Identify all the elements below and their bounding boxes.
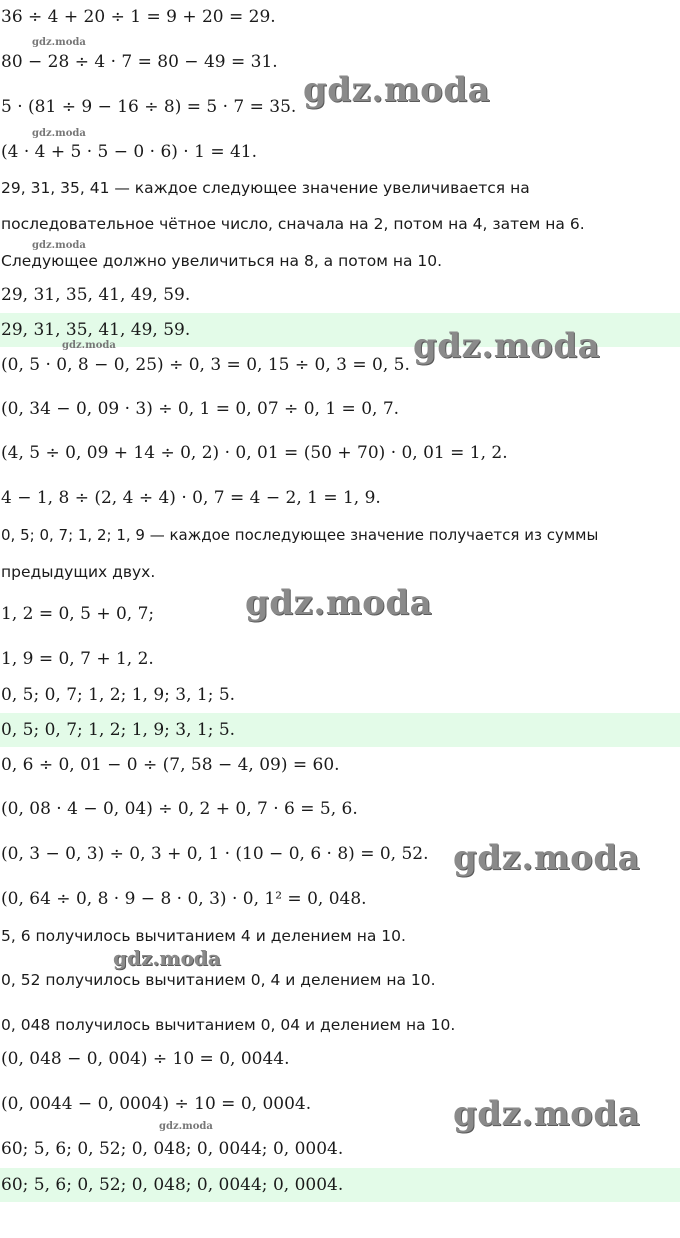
explanation-line: последовательное чётное число, сначала на 2, потом на 4, затем на 6.	[1, 215, 585, 233]
equation-line: 0, 6 ÷ 0, 01 − 0 ÷ (7, 58 − 4, 09) = 60.	[1, 755, 340, 775]
explanation-line: 5, 6 получилось вычитанием 4 и делением на 10.	[1, 927, 406, 945]
explanation-line: 0, 52 получилось вычитанием 0, 4 и делением на 10.	[1, 971, 436, 989]
watermark: gdz.moda	[453, 1094, 641, 1134]
explanation-line: Следующее должно увеличиться на 8, а потом на 10.	[1, 252, 443, 270]
sequence-line: 0, 5; 0, 7; 1, 2; 1, 9; 3, 1; 5.	[1, 685, 236, 705]
watermark: gdz.moda	[159, 1121, 213, 1132]
equation-line: 4 − 1, 8 ÷ (2, 4 ÷ 4) · 0, 7 = 4 − 2, 1 = 1, 9.	[1, 488, 381, 508]
watermark: gdz.moda	[32, 37, 86, 48]
equation-line: (0, 3 − 0, 3) ÷ 0, 3 + 0, 1 · (10 − 0, 6 · 8) = 0, 52.	[1, 844, 429, 864]
watermark: gdz.moda	[32, 240, 86, 251]
equation-line: 5 · (81 ÷ 9 − 16 ÷ 8) = 5 · 7 = 35.	[1, 97, 297, 117]
explanation-line: предыдущих двух.	[1, 563, 156, 581]
watermark: gdz.moda	[113, 946, 221, 970]
equation-line: (0, 08 · 4 − 0, 04) ÷ 0, 2 + 0, 7 · 6 = 5, 6.	[1, 799, 358, 819]
watermark: gdz.moda	[413, 326, 601, 366]
explanation-line: 0, 5; 0, 7; 1, 2; 1, 9 — каждое последующее значение получается из суммы	[1, 526, 599, 544]
watermark: gdz.moda	[245, 583, 433, 623]
explanation-line: 29, 31, 35, 41 — каждое следующее значение увеличивается на	[1, 179, 530, 197]
sequence-line: 60; 5, 6; 0, 52; 0, 048; 0, 0044; 0, 0004.	[1, 1139, 344, 1159]
watermark: gdz.moda	[453, 838, 641, 878]
equation-line: (0, 0044 − 0, 0004) ÷ 10 = 0, 0004.	[1, 1094, 312, 1114]
equation-line: (4 · 4 + 5 · 5 − 0 · 6) · 1 = 41.	[1, 142, 258, 162]
equation-line: 36 ÷ 4 + 20 ÷ 1 = 9 + 20 = 29.	[1, 7, 276, 27]
answer-line: 29, 31, 35, 41, 49, 59.	[1, 320, 191, 340]
equation-line: (0, 34 − 0, 09 · 3) ÷ 0, 1 = 0, 07 ÷ 0, 1 = 0, 7.	[1, 399, 400, 419]
equation-line: (0, 64 ÷ 0, 8 · 9 − 8 · 0, 3) · 0, 1² = 0, 048.	[1, 889, 367, 909]
equation-line: 1, 9 = 0, 7 + 1, 2.	[1, 649, 154, 669]
watermark: gdz.moda	[303, 70, 491, 110]
answer-line: 0, 5; 0, 7; 1, 2; 1, 9; 3, 1; 5.	[1, 720, 236, 740]
equation-line: 80 − 28 ÷ 4 · 7 = 80 − 49 = 31.	[1, 52, 278, 72]
answer-line: 60; 5, 6; 0, 52; 0, 048; 0, 0044; 0, 0004.	[1, 1175, 344, 1195]
equation-line: (4, 5 ÷ 0, 09 + 14 ÷ 0, 2) · 0, 01 = (50 + 70) · 0, 01 = 1, 2.	[1, 443, 508, 463]
equation-line: (0, 5 · 0, 8 − 0, 25) ÷ 0, 3 = 0, 15 ÷ 0, 3 = 0, 5.	[1, 355, 410, 375]
watermark: gdz.moda	[62, 340, 116, 351]
equation-line: 1, 2 = 0, 5 + 0, 7;	[1, 604, 155, 624]
watermark: gdz.moda	[32, 128, 86, 139]
explanation-line: 0, 048 получилось вычитанием 0, 04 и делением на 10.	[1, 1016, 456, 1034]
sequence-line: 29, 31, 35, 41, 49, 59.	[1, 285, 191, 305]
equation-line: (0, 048 − 0, 004) ÷ 10 = 0, 0044.	[1, 1049, 290, 1069]
